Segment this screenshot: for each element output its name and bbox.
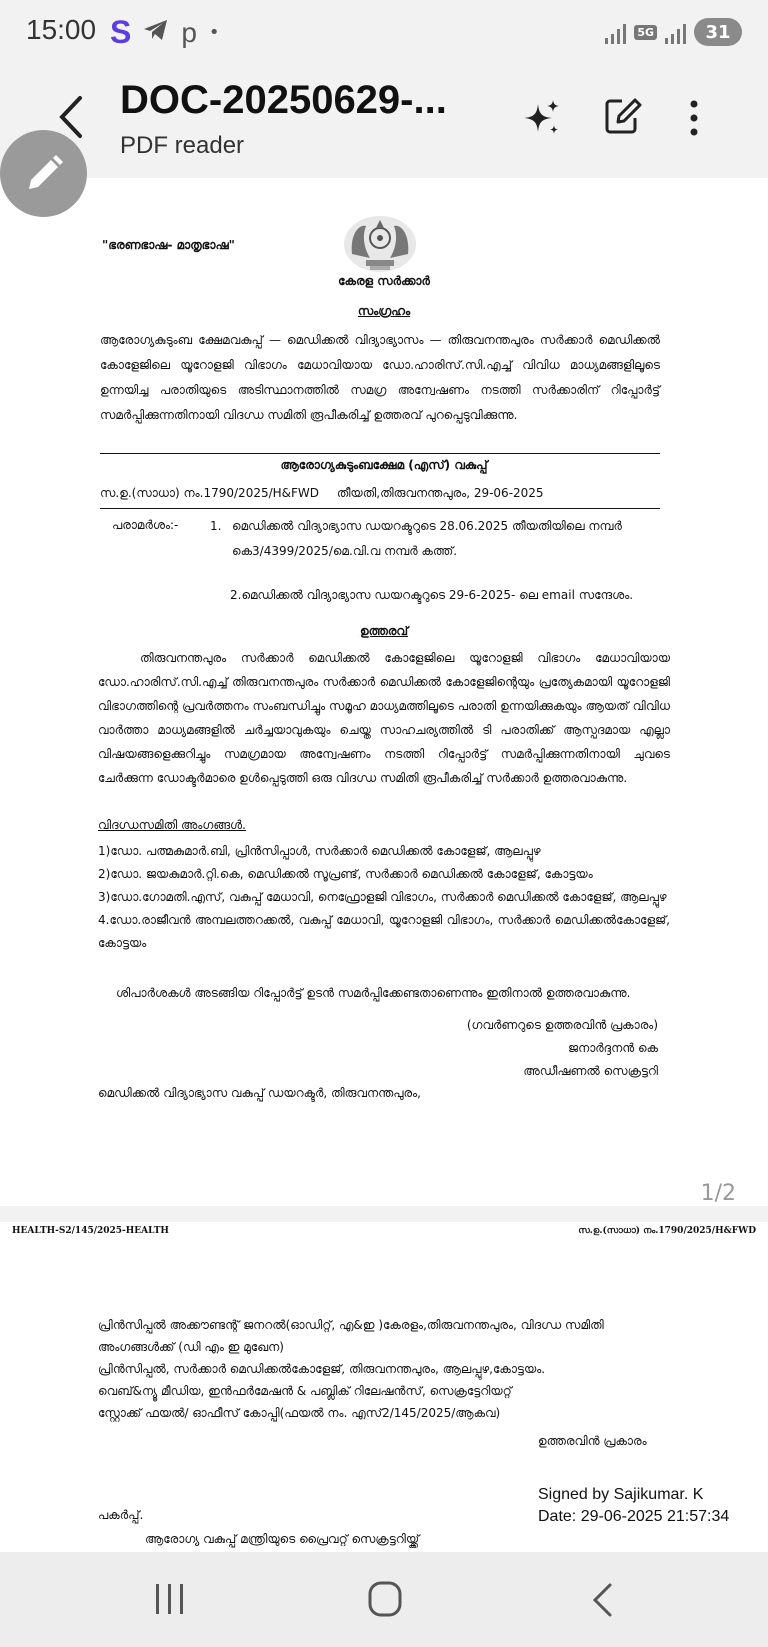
network-type-badge: 5G: [634, 25, 657, 40]
order-heading: ഉത്തരവ്: [359, 624, 409, 638]
department-heading: ആരോഗ്യകുടുംബക്ഷേമ (എസ്) വകുപ്പ്: [280, 458, 488, 472]
list-item: അംഗങ്ങൾക്ക് (ഡി എം ഇ മുഖേന): [98, 1340, 284, 1354]
more-options-button[interactable]: [682, 98, 706, 138]
status-bar: [0, 0, 768, 68]
file-reference: HEALTH-S2/145/2025-HEALTH: [12, 1226, 169, 1236]
reference-1-text: മെഡിക്കൽ വിദ്യാഭ്യാസ ഡയറക്ടറുടെ 28.06.2025 തീയതിയിലെ നമ്പർ കെ3/4399/2025/മെ.വി.വ നമ്പർ കത്ത്.: [232, 519, 622, 558]
digital-signature: [538, 1484, 729, 1528]
list-item: 3)ഡോ.ഗോമതി.എസ്, വകുപ്പ് മേധാവി, നെഫ്രോളജി വിഭാഗം, സർക്കാർ മെഡിക്കൽ കോളേജ്, ആലപ്പുഴ: [98, 890, 667, 904]
status-time: 15:00: [26, 14, 97, 45]
battery-indicator: 31: [694, 18, 742, 46]
order-reference: സ.ഉ.(സാധാ) നം.1790/2025/H&FWD: [578, 1226, 756, 1236]
signatory-designation: അഡീഷണൽ സെക്രട്ടറി: [523, 1064, 658, 1078]
recent-apps-button[interactable]: [152, 1582, 188, 1616]
members-heading: വിദഗ്ധസമിതി അംഗങ്ങൾ.: [98, 818, 246, 832]
status-notification-icons: [110, 14, 220, 51]
list-item: 2)ഡോ. ജയകുമാർ.റ്റി.കെ, മെഡിക്കൽ സൂപ്രണ്ട്, സർക്കാർ മെഡിക്കൽ കോളേജ്, കോട്ടയം: [98, 867, 593, 881]
abstract-text: ആരോഗ്യകുടുംബ ക്ഷേമവകുപ്പ് — മെഡിക്കൽ വിദ്യാഭ്യാസം — തിരുവനന്തപുരം സർക്കാർ മെഡിക്കൽ കോളേജിലെ യൂറോളജി വിഭാഗം മേധാവിയായ ഡോ.ഹാരിസ്.സി.എച്ച് വിവിധ മാധ്യമങ്ങളിലൂടെ ഉന്നയിച്ച പരാതിയുടെ അടിസ്ഥാനത്തിൽ സമഗ്ര അന്വേഷണം നടത്തി സർക്കാരിന് റിപ്പോർട്ട് സമർപ്പിക്കുന്നതിനായി വിദഗ്ധ സമിതി രൂപീകരിച്ച് ഉത്തരവ് പുറപ്പെടുവിക്കുന്നു.: [100, 333, 660, 422]
edit-document-button[interactable]: [604, 96, 642, 136]
abstract-heading: സംഗ്രഹം: [357, 304, 411, 318]
list-item: 4.ഡോ.രാജീവൻ അമ്പലത്തറക്കൽ, വകുപ്പ് മേധാവി, യൂറോളജി വിഭാഗം, സർക്കാർ മെഡിക്കൽകോളേജ്, കോട്ടയം: [98, 913, 670, 950]
private-secretary-text: ആരോഗ്യ വകുപ്പ് മന്ത്രിയുടെ പ്രൈവറ്റ് സെക്രട്ടറിയ്ക്ക്: [145, 1532, 420, 1546]
recent-apps-icon: [152, 1582, 188, 1616]
reference-1-number: 1.: [210, 519, 222, 533]
edit-icon: [604, 96, 642, 136]
list-item: പ്രിൻസിപ്പൽ, സർക്കാർ മെഡിക്കൽകോളേജ്, തിരുവനന്തപുരം, ആലപ്പുഴ,കോട്ടയം.: [98, 1362, 546, 1376]
home-button[interactable]: [367, 1580, 403, 1618]
direction-text: ശിപാർശകൾ അടങ്ങിയ റിപ്പോർട്ട് ഉടൻ സമർപ്പിക്കേണ്ടതാണെന്നും ഇതിനാൽ ഉത്തരവാകുന്നു.: [116, 986, 631, 1000]
more-notifications-dot: •: [208, 22, 220, 43]
ai-assist-button[interactable]: [522, 98, 562, 138]
signed-by: Signed by Sajikumar. K: [538, 1486, 704, 1503]
copy-to: മെഡിക്കൽ വിദ്യാഭ്യാസ വകുപ്പ് ഡയറക്ടർ, തിരുവനന്തപുരം,: [98, 1086, 421, 1100]
pdf-page-2[interactable]: [0, 1222, 768, 1552]
order-number: സ.ഉ.(സാധാ) നം.1790/2025/H&FWD: [100, 486, 320, 500]
document-title: DOC-20250629-...: [120, 78, 447, 122]
forwarded-label: പകർപ്പ്.: [98, 1508, 144, 1522]
status-system-icons: [605, 18, 742, 46]
kerala-emblem-icon: [340, 214, 420, 274]
signature-block: [467, 1014, 658, 1083]
motto-text: "ഭരണഭാഷ- മാതൃഭാഷ": [102, 238, 235, 252]
list-item: പ്രിൻസിപ്പൽ അക്കൗണ്ടന്റ് ജനറൽ(ഓഡിറ്റ്, എ&ഇ )കേരളം,തിരുവനന്തപുരം, വിദഗ്ധ സമിതി: [98, 1318, 604, 1332]
government-name: കേരള സർക്കാർ: [338, 274, 430, 288]
members-list: [98, 840, 670, 955]
app-bar: [0, 68, 768, 178]
signal-icon: [605, 20, 626, 44]
order-number-line: [100, 486, 544, 501]
order-date: തീയതി,തിരുവനന്തപുരം, 29-06-2025: [336, 486, 544, 500]
back-icon: [590, 1582, 614, 1618]
system-navigation-bar: [0, 1552, 768, 1647]
pdf-page-1[interactable]: [0, 178, 768, 1206]
page-indicator: 1/2: [700, 1181, 736, 1206]
copy-list: [98, 1314, 604, 1424]
signatory-name: ജനാർദ്ദനൻ കെ: [567, 1041, 658, 1055]
more-vertical-icon: [682, 98, 706, 138]
divider: [100, 508, 660, 509]
document-subtitle: PDF reader: [120, 132, 245, 159]
list-item: സ്റ്റോക്ക് ഫയൽ/ ഓഫീസ് കോപ്പി(ഫയൽ നം. എസ്2/145/2025/ആകവ): [98, 1406, 501, 1420]
s-app-icon: S: [110, 14, 132, 50]
divider: [100, 453, 660, 454]
reference-2: 2.മെഡിക്കൽ വിദ്യാഭ്യാസ ഡയറക്ടറുടെ 29-6-2025- ലെ email സന്ദേശം.: [230, 588, 634, 602]
by-order-of-governor: (ഗവർണറുടെ ഉത്തരവിൻ പ്രകാരം): [466, 1018, 658, 1032]
by-order-text: ഉത്തരവിൻ പ്രകാരം: [538, 1434, 647, 1448]
reference-label: പരാമർശം:-: [112, 518, 179, 532]
system-back-button[interactable]: [590, 1582, 614, 1618]
list-item: വെബ്&ന്യൂ മീഡിയ, ഇൻഫർമേഷൻ & പബ്ലിക് റിലേഷൻസ്, സെക്രട്ടേറിയറ്റ്: [98, 1384, 512, 1398]
signal-icon-2: [665, 20, 686, 44]
reference-1: [210, 514, 660, 564]
order-text: തിരുവനന്തപുരം സർക്കാർ മെഡിക്കൽ കോളേജിലെ യൂറോളജി വിഭാഗം മേധാവിയായ ഡോ.ഹാരിസ്.സി.എച്ച് തിരുവനന്തപുരം സർക്കാർ മെഡിക്കൽ കോളേജിന്റെയും പ്രത്യേകമായി യൂറോളജി വിഭാഗത്തിന്റെ പ്രവർത്തനം സംബന്ധിച്ചും സമൂഹ മാധ്യമത്തിലൂടെ പരാതി ഉന്നയിക്കുകയും ആയത് വിവിധ വാർത്താ മാധ്യമങ്ങളിൽ ചർച്ചയാവുകയും ചെയ്ത സാഹചര്യത്തിൽ ടി പരാതിക്ക് ആസ്പദമായ എല്ലാ വിഷയങ്ങളെക്കുറിച്ചും സമഗ്രമായ അന്വേഷണം നടത്തി റിപ്പോർട്ട് സമർപ്പിക്കുന്നതിനായി ചുവടെ ചേർക്കുന്ന ഡോക്ടർമാരെ ഉൾപ്പെടുത്തി ഒരു വിദഗ്ധ സമിതി രൂപീകരിച്ച് സർക്കാർ ഉത്തരവാകുന്നു.: [98, 651, 670, 785]
annotate-button[interactable]: [0, 130, 87, 217]
signed-date: Date: 29-06-2025 21:57:34: [538, 1508, 730, 1525]
telegram-icon: [143, 18, 169, 48]
sparkle-icon: [522, 98, 562, 138]
p-app-icon: p: [181, 16, 197, 48]
home-icon: [367, 1580, 403, 1618]
list-item: 1)ഡോ. പത്മകുമാർ.ബി, പ്രിൻസിപ്പാൾ, സർക്കാർ മെഡിക്കൽ കോളേജ്, ആലപ്പുഴ: [98, 844, 541, 858]
pencil-icon: [21, 151, 67, 197]
